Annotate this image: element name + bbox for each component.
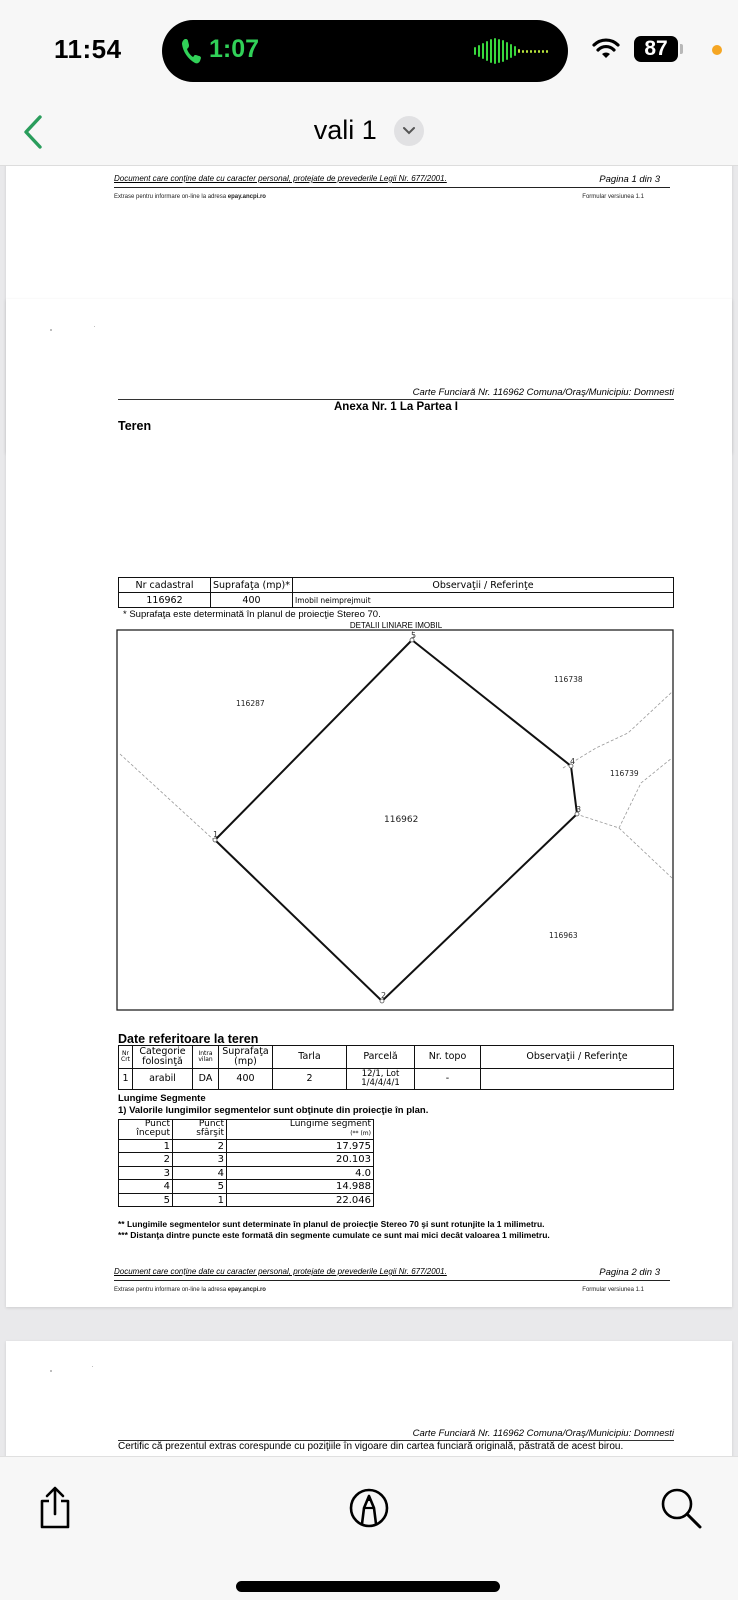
table-cell: 4 (173, 1166, 227, 1180)
navigation-bar (0, 100, 738, 166)
date-teren-title: Date referitoare la teren (118, 1032, 259, 1046)
home-indicator[interactable] (236, 1581, 500, 1592)
waveform-bar (486, 41, 488, 61)
neighbor-label: 116739 (610, 769, 639, 778)
table-header-row (119, 1120, 374, 1140)
surface-note: * Suprafaţa este determinată în planul de proiecţie Stereo 70. (123, 609, 381, 620)
parcel-label: 116962 (384, 815, 419, 825)
bottom-toolbar (0, 1456, 738, 1600)
teren-table (118, 577, 674, 608)
call-duration: 1:07 (209, 35, 260, 63)
page-number-label: Pagina 2 din 3 (599, 1267, 660, 1278)
table-cell: 1 (119, 1068, 133, 1089)
pdf-page-2 (6, 299, 732, 1307)
table-row (119, 1166, 374, 1180)
point-label: 3 (576, 805, 582, 814)
pdf-viewer[interactable] (0, 166, 738, 1456)
waveform-bar (510, 44, 512, 58)
cf-header: Carte Funciară Nr. 116962 Comuna/Oraş/Municipiu: Domnesti (118, 1428, 674, 1441)
point-label: 4 (570, 757, 576, 766)
table-cell: 3 (173, 1153, 227, 1167)
form-version: Formular versiunea 1.1 (582, 1287, 644, 1293)
page-footer-extract (114, 194, 670, 200)
table-cell: 400 (211, 593, 293, 608)
table-header-row (119, 578, 674, 593)
table-header: Punct sfârşit (173, 1120, 227, 1140)
waveform-bar (506, 42, 508, 60)
waveform-bar (522, 50, 524, 53)
neighbor-boundary (576, 814, 619, 828)
cf-header: Carte Funciară Nr. 116962 Comuna/Oraş/Municipiu: Domnesti (118, 387, 674, 400)
form-version: Formular versiunea 1.1 (582, 194, 644, 200)
teren-title: Teren (118, 419, 152, 433)
page-number-label: Pagina 1 din 3 (599, 174, 660, 185)
waveform-bar (534, 50, 536, 53)
waveform-icon (474, 38, 554, 64)
table-header: Nr. topo (415, 1046, 481, 1069)
document-title: vali 1 (313, 115, 377, 146)
search-icon[interactable] (656, 1483, 706, 1533)
table-cell: 4.0 (227, 1166, 374, 1180)
waveform-bar (542, 50, 544, 53)
battery-tip (680, 44, 683, 54)
segments-subtitle: 1) Valorile lungimilor segmentelor sunt obţinute din proiecţie în plan. (118, 1105, 429, 1116)
status-bar (0, 0, 738, 100)
table-cell: 1 (173, 1193, 227, 1207)
table-cell: 400 (219, 1068, 273, 1089)
scan-speck (50, 329, 52, 331)
page-footer-extract (114, 1287, 670, 1293)
parcel-plan-drawing (116, 628, 676, 1012)
waveform-bar (514, 46, 516, 56)
table-header: Intra vilan (193, 1046, 219, 1069)
neighbor-boundary (563, 692, 672, 768)
extract-site-link[interactable]: epay.ancpi.ro (227, 194, 266, 200)
neighbor-boundary (619, 828, 672, 878)
annex-title: Anexa Nr. 1 La Partea I (333, 401, 458, 413)
table-header: Suprafaţa (mp)* (211, 578, 293, 593)
table-cell: 5 (119, 1193, 173, 1207)
scan-speck (50, 1370, 52, 1372)
table-header: Nr Crt (119, 1046, 133, 1069)
table-cell: 4 (119, 1180, 173, 1194)
table-cell: 2 (273, 1068, 347, 1089)
share-icon[interactable] (30, 1483, 80, 1533)
neighbor-label: 116738 (554, 675, 583, 684)
table-row (119, 1139, 374, 1153)
waveform-bar (526, 50, 528, 53)
table-cell: 2 (173, 1139, 227, 1153)
table-header: Tarla (273, 1046, 347, 1069)
scan-speck (92, 1366, 93, 1367)
document-title-menu[interactable] (0, 114, 738, 146)
table-cell: 17.975 (227, 1139, 374, 1153)
phone-icon (180, 37, 204, 65)
table-cell: 1 (119, 1139, 173, 1153)
point-label: 5 (411, 631, 417, 640)
segments-table (118, 1119, 374, 1207)
markup-pen-icon[interactable] (344, 1483, 394, 1533)
waveform-bar (474, 47, 476, 55)
privacy-notice: Document care conţine date cu caracter personal, protejate de prevederile Legii Nr. 677/2001. (114, 1267, 447, 1276)
extract-note: Extrase pentru informare on-line la adresa epay.ancpi.ro (114, 194, 266, 200)
table-cell: 22.046 (227, 1193, 374, 1207)
table-header: Suprafaţa (mp) (219, 1046, 273, 1069)
table-cell: Imobil neimprejmuit (293, 593, 674, 608)
waveform-bar (538, 50, 540, 53)
waveform-bar (546, 50, 548, 53)
table-cell: DA (193, 1068, 219, 1089)
plan-title: DETALII LINIARE IMOBIL (349, 621, 443, 630)
waveform-bar (478, 45, 480, 57)
waveform-bar (518, 49, 520, 53)
extract-note: Extrase pentru informare on-line la adresa epay.ancpi.ro (114, 1287, 266, 1293)
table-cell: 14.988 (227, 1180, 374, 1194)
table-header-row (119, 1046, 674, 1069)
table-header: Observaţii / Referinţe (293, 578, 674, 593)
waveform-bar (494, 38, 496, 64)
status-time: 11:54 (54, 34, 122, 64)
privacy-dot-indicator (712, 45, 722, 55)
privacy-notice: Document care conţine date cu caracter personal, protejate de prevederile Legii Nr. 677/2001. (114, 174, 447, 183)
scan-speck (94, 326, 95, 327)
neighbor-label: 116287 (236, 699, 265, 708)
table-cell: 5 (173, 1180, 227, 1194)
neighbor-label: 116963 (549, 931, 578, 940)
table-row (119, 593, 674, 608)
segment-note-2: *** Distanţa dintre puncte este formată din segmente cumulate ce sunt mai mici decât valoarea 1 milimetru. (118, 1230, 550, 1240)
waveform-bar (502, 40, 504, 62)
point-label: 1 (213, 830, 219, 839)
battery-icon: 87 (634, 36, 678, 62)
table-row (119, 1193, 374, 1207)
table-cell: arabil (133, 1068, 193, 1089)
waveform-bar (498, 39, 500, 63)
waveform-bar (482, 43, 484, 59)
table-cell: 2 (119, 1153, 173, 1167)
waveform-bar (490, 39, 492, 63)
waveform-bar (530, 50, 532, 53)
dynamic-island-call[interactable] (162, 20, 568, 82)
table-cell: 3 (119, 1166, 173, 1180)
wifi-icon (592, 38, 620, 60)
page-footer-notice (114, 174, 670, 188)
point-label: 2 (381, 991, 387, 1000)
neighbor-boundary (120, 754, 215, 841)
certification-text: Certific că prezentul extras corespunde cu poziţiile în vigoare din cartea funciară originală, păstrată de acest birou. (118, 1441, 624, 1452)
extract-site-link[interactable]: epay.ancpi.ro (227, 1287, 266, 1293)
segments-title: Lungime Segmente (118, 1093, 206, 1104)
segment-note-1: ** Lungimile segmentelor sunt determinate în planul de proiecţie Stereo 70 şi sunt rotunjite la 1 milimetru. (118, 1219, 545, 1229)
table-row (119, 1180, 374, 1194)
chevron-down-icon[interactable] (394, 116, 424, 146)
table-header: Categorie folosinţă (133, 1046, 193, 1069)
table-cell: 116962 (119, 593, 211, 608)
table-header: Observaţii / Referinţe (481, 1046, 674, 1069)
table-cell (481, 1068, 674, 1089)
date-teren-table (118, 1045, 674, 1090)
page-footer-notice (114, 1267, 670, 1281)
table-cell: 20.103 (227, 1153, 374, 1167)
table-header: Parcelă (347, 1046, 415, 1069)
table-header: Nr cadastral (119, 578, 211, 593)
pdf-page-3 (6, 1341, 732, 1456)
table-cell: - (415, 1068, 481, 1089)
table-row (119, 1068, 674, 1089)
table-cell: 12/1, Lot 1/4/4/4/1 (347, 1068, 415, 1089)
table-header: Punct început (119, 1120, 173, 1140)
table-row (119, 1153, 374, 1167)
table-header: Lungime segment (** (m) (227, 1120, 374, 1140)
